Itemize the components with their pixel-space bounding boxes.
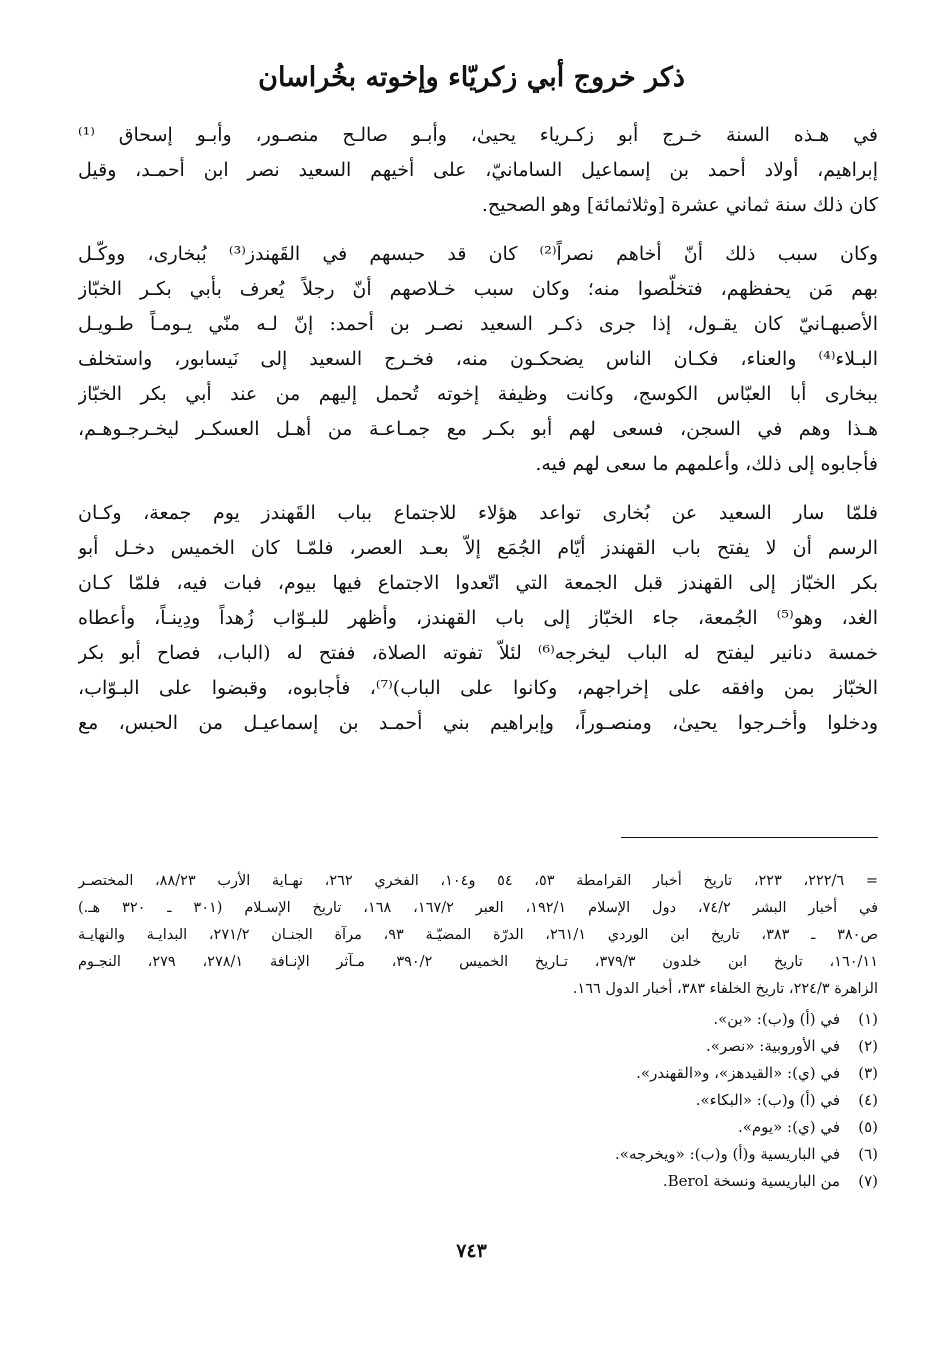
text-line: فأجابوه إلى ذلك، وأعلمهم ما سعى لهم فيه.: [535, 453, 878, 475]
text-line: الغد، وهو⁽⁵⁾ الجُمعة، جاء الخبّاز إلى باب القهندز، وأظهر للبـوّاب زُهداً ودِينـاً، وأعطاه: [78, 607, 878, 629]
footnote: [78, 1033, 878, 1060]
footnote: [78, 1060, 878, 1087]
continued-note: [78, 868, 878, 1003]
footnote-text: في الباريسية و(أ) و(ب): «ويخرجه».: [615, 1145, 840, 1163]
footnote-text: في (أ) و(ب): «بن».: [713, 1010, 840, 1028]
footnote-number: (٦): [858, 1145, 878, 1163]
footnote-number: (٢): [858, 1037, 878, 1055]
footnote-text: من الباريسية ونسخة Berol.: [662, 1172, 840, 1190]
note-line: ص٣٨٠ ـ ٣٨٣، تاريخ ابن الوردي ٢٦١/١، الدرّة المضيّـة ٩٣، مرآة الجنـان ٢٧١/٢، البدايـة والنهايـة: [78, 927, 878, 943]
footnote-text: في الأوروبية: «نصر».: [705, 1037, 840, 1055]
paragraph-2: [78, 237, 878, 482]
chapter-title: ذكر خروج أبي زكريّاء وإخوته بخُراسان: [258, 62, 685, 93]
text-line: وكان سبب ذلك أنّ أخاهم نصراً⁽²⁾ كان قد حبسهم في القَهندز⁽³⁾ بُبخارى، ووكّـل: [78, 243, 878, 265]
note-line: الزاهرة ٢٢٤/٣، تاريخ الخلفاء ٣٨٣، أخبار الدول ١٦٦.: [572, 981, 878, 997]
text-line: كان ذلك سنة ثماني عشرة [وثلاثمائة] وهو الصحيح.: [481, 194, 878, 216]
note-line: = ٢٢٢/٦، ٢٢٣، تاريخ أخبار القرامطة ٥٣، ٥٤ و١٠٤، الفخري ٢٦٢، نهـاية الأرب ٨٨/٢٣، المختصـر: [78, 873, 878, 889]
main-text: [78, 118, 878, 741]
note-line: ١٦٠/١١، تاريخ ابن خلدون ٣٧٩/٣، تـاريخ الخميس ٣٩٠/٢، مـآثر الإنـافة ٢٧٨/١، ٢٧٩، النجـوم: [78, 954, 878, 970]
text-line: إبراهيم، أولاد أحمد بن إسماعيل السامانيّ، على أخيهم السعيد نصر ابن أحمـد، وقيل: [78, 159, 878, 181]
footnote-divider: [621, 837, 878, 838]
footnote: [78, 1087, 878, 1114]
footnote: [78, 1141, 878, 1168]
note-line: في أخبار البشر ٧٤/٢، دول الإسلام ١٩٢/١، العبر ١٦٧/٢، ١٦٨، تاريخ الإسـلام (٣٠١ ـ ٣٢٠ هـ.): [78, 900, 878, 916]
text-line: فلمّا سار السعيد عن بُخارى تواعد هؤلاء للاجتماع بباب القَهندز يوم جمعة، وكـان: [78, 502, 878, 524]
footnotes-section: [78, 868, 878, 1195]
text-line: الأصبهـانيّ كان يقـول، إذا جرى ذكـر السعيد نصـر بن أحمد: إنّ لـه منّي يـومـاً طـويـل: [78, 313, 878, 335]
paragraph-3: [78, 496, 878, 741]
footnote-number: (١): [858, 1010, 878, 1028]
text-line: الخبّاز بمن وافقه على إخراجهم، وكانوا على الباب)⁽⁷⁾، فأجابوه، وقبضوا على البـوّاب،: [78, 677, 878, 699]
footnote-number: (٥): [858, 1118, 878, 1136]
footnote: [78, 1168, 878, 1195]
footnote: [78, 1114, 878, 1141]
footnote-number: (٧): [858, 1172, 878, 1190]
paragraph-1: [78, 118, 878, 223]
footnote-text: في (أ) و(ب): «البكاء».: [695, 1091, 840, 1109]
text-line: هـذا وهم في السجن، فسعى لهم أبو بكـر مع جمـاعـة من أهـل العسكـر ليخـرجـوهـم،: [78, 418, 878, 440]
footnote-list: [78, 1006, 878, 1195]
footnote-text: في (ي): «يوم».: [737, 1118, 840, 1136]
text-line: ودخلوا وأخـرجوا يحيىٰ، ومنصـوراً، وإبراهيم بني أحمـد بن إسماعيـل من الحبس، مع: [78, 712, 878, 734]
footnote: [78, 1006, 878, 1033]
footnote-text: في (ي): «القيدهز»، و«القهندر».: [636, 1064, 840, 1082]
text-line: في هـذه السنة خـرج أبو زكـرياء يحيىٰ، وأبـو صالـح منصـور، وأبـو إسحاق ⁽¹⁾: [78, 124, 878, 146]
footnote-number: (٣): [858, 1064, 878, 1082]
text-line: ببخارى أبا العبّاس الكوسج، وكانت وظيفة إخوته تُحمل إليهم من عند أبي بكر الخبّاز: [78, 383, 878, 405]
text-line: خمسة دنانير ليفتح له الباب ليخرجه⁽⁶⁾ لئلاّ تفوته الصلاة، ففتح له (الباب، فصاح أبو بكر: [78, 642, 878, 664]
text-line: الرسم أن لا يفتح باب القهندز أيّام الجُمَع إلاّ بعـد العصر، فلمّـا كان الخميس دخـل أبو: [78, 537, 878, 559]
footnote-number: (٤): [858, 1091, 878, 1109]
page-number: ٧٤٣: [456, 1240, 487, 1262]
text-line: بهم مَن يحفظهم، فتخلّصوا منه؛ وكان سبب خـلاصهم أنّ رجلاً يُعرف بأبي بكـر الخبّاز: [78, 278, 878, 300]
text-line: البـلاء⁽⁴⁾ والعناء، فكـان الناس يضحكـون منه، فخـرج السعيد إلى نَيسابور، واستخلف: [78, 348, 878, 370]
text-line: بكر الخبّاز إلى القهندز قبل الجمعة التي اتّعدوا الاجتماع فيها بيوم، فبات فيه، فلمّا كـان: [78, 572, 878, 594]
